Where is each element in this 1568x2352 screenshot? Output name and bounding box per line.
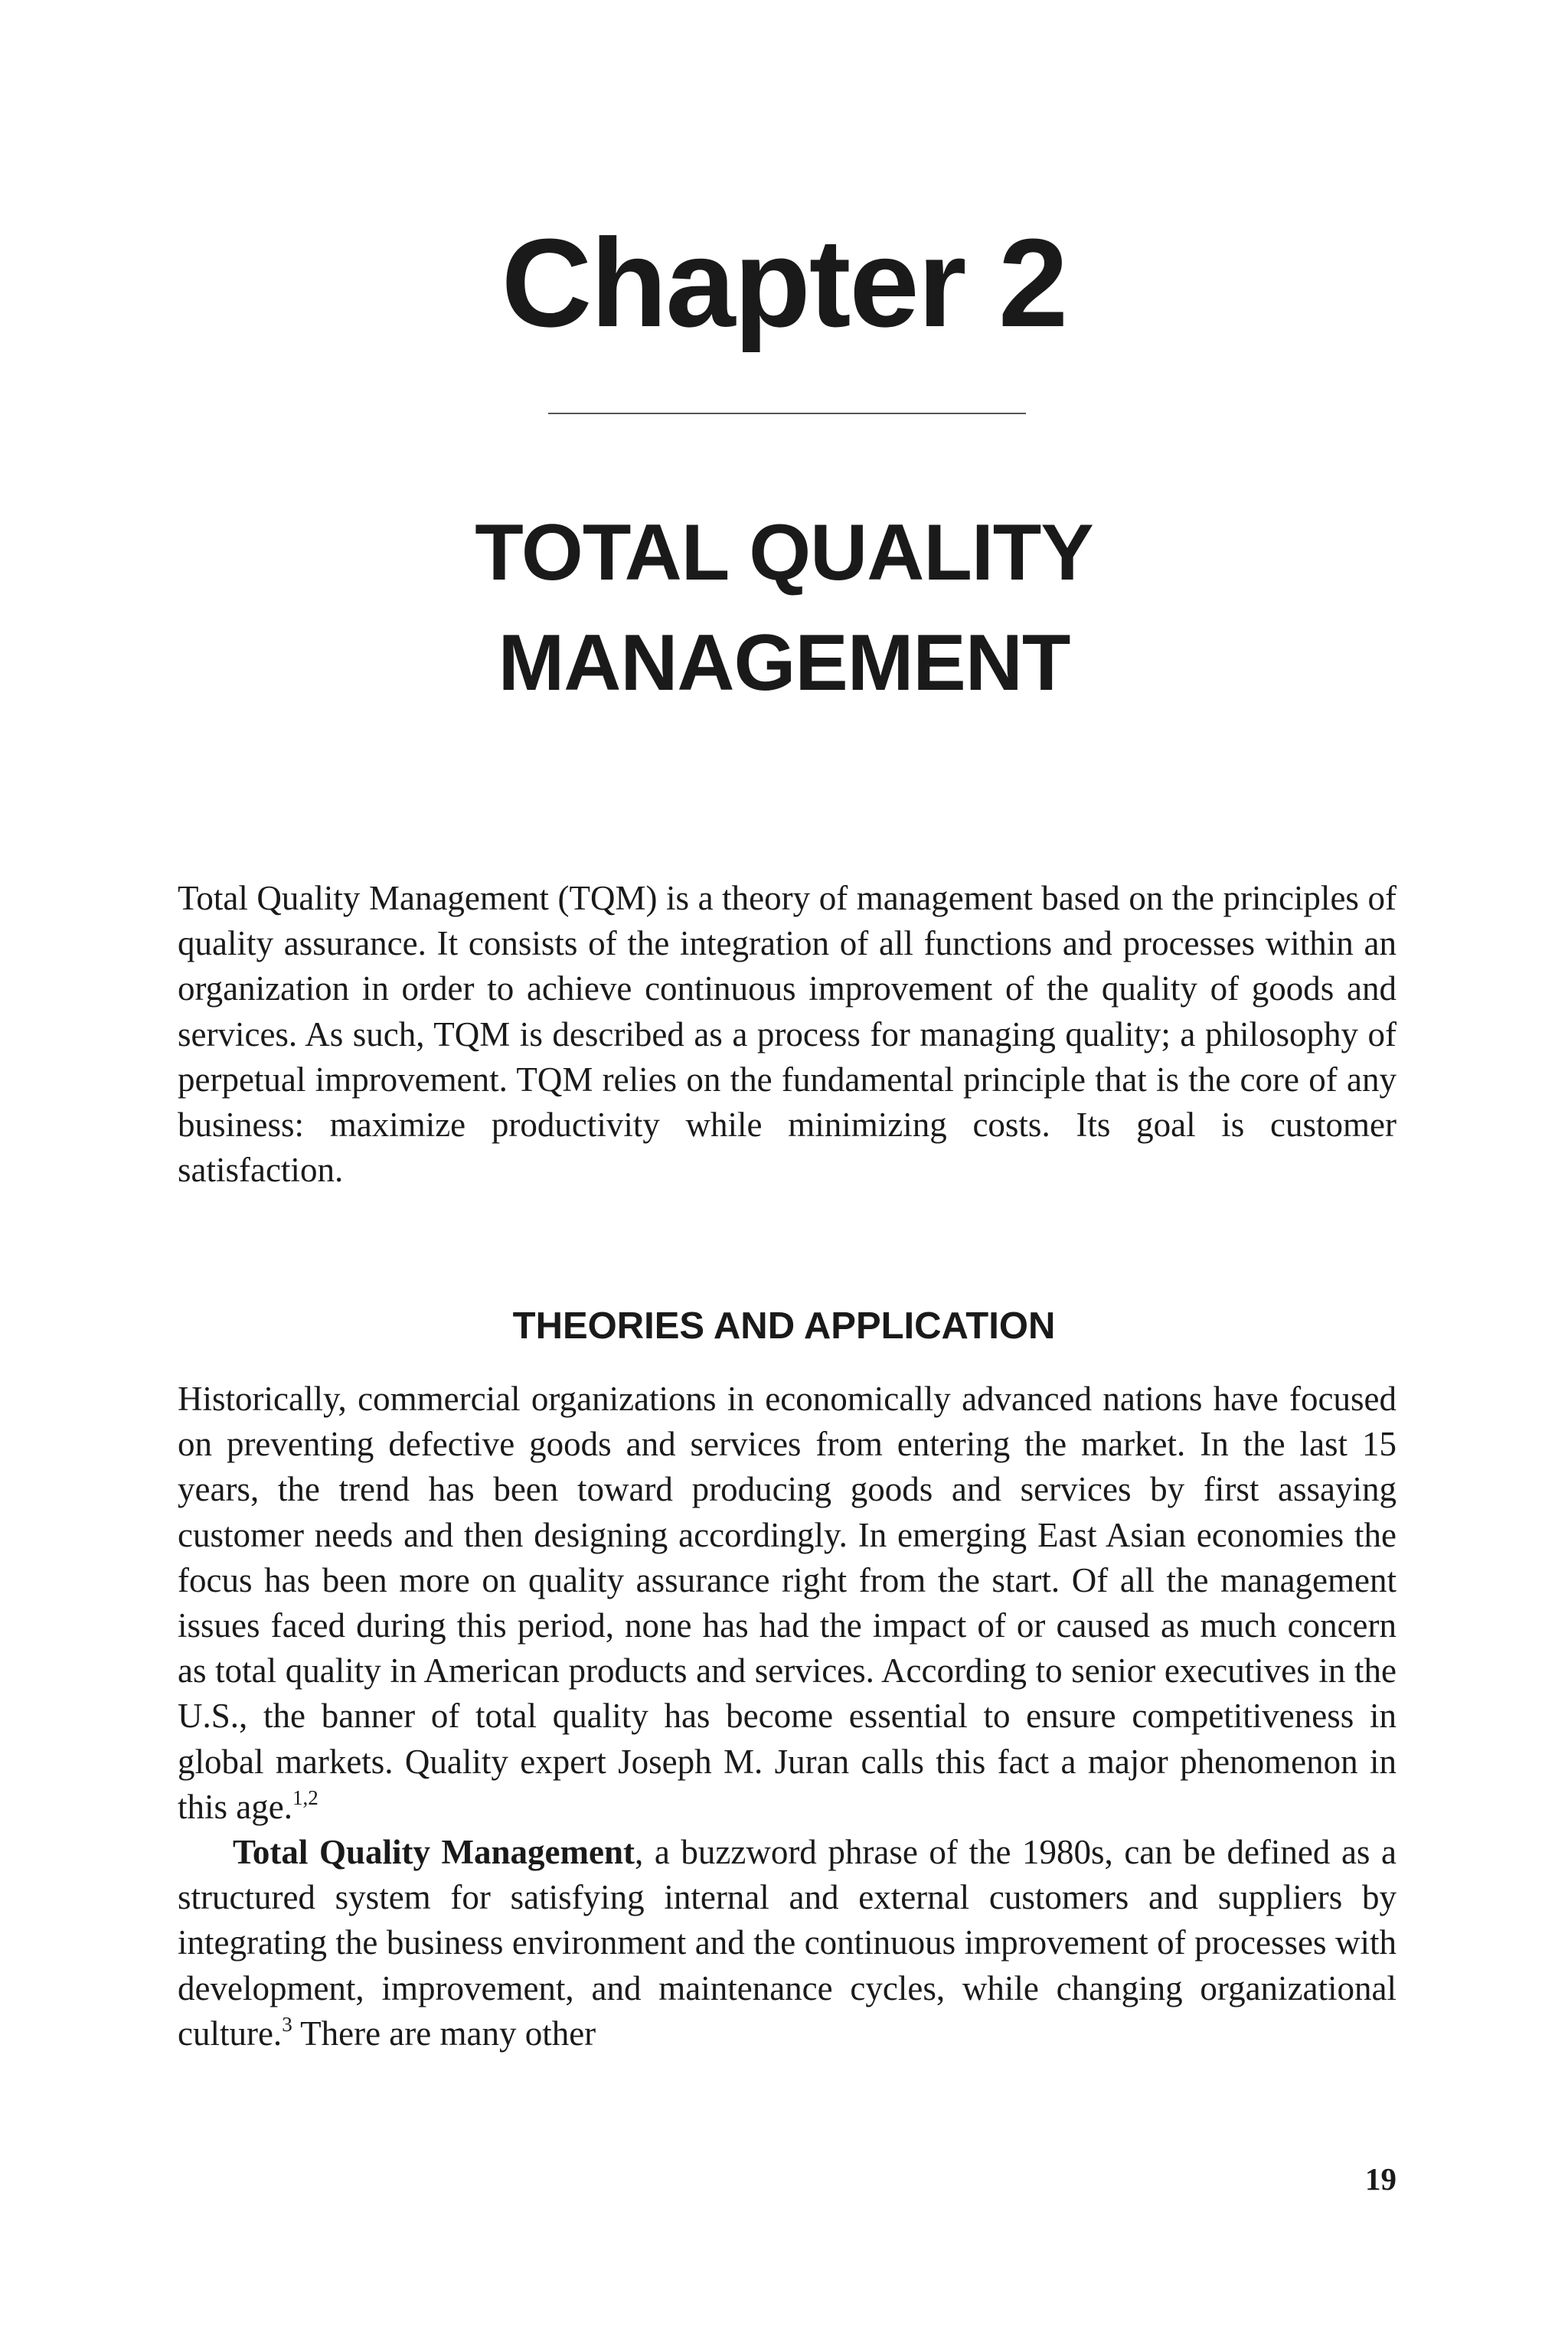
paragraph-2-continuation: There are many other <box>292 2014 596 2053</box>
chapter-title-line-1: TOTAL QUALITY <box>475 508 1093 597</box>
footnote-reference: 1,2 <box>292 1785 318 1809</box>
section-heading: THEORIES AND APPLICATION <box>512 1305 1056 1347</box>
section-body <box>178 1377 1396 2056</box>
chapter-title-line-2: MANAGEMENT <box>498 619 1070 707</box>
page-number: 19 <box>1365 2161 1396 2197</box>
footnote-reference: 3 <box>282 2012 292 2036</box>
paragraph-2-text: , a buzzword phrase of the 1980s, can be defined as a structured system for satisfying internal and external customers and suppliers by integrating the business environment and the continuous improvement of processes with development, improvement, and maintenance cycles, while changing organizational culture. <box>178 1833 1396 2053</box>
chapter-divider <box>548 413 1026 414</box>
defined-term: Total Quality Management <box>233 1833 635 1872</box>
section-paragraph-1 <box>178 1377 1396 1830</box>
paragraph-1-text: Historically, commercial organizations in economically advanced nations have focused on preventing defective goods and services from entering the market. In the last 15 years, the trend has been toward producing goods and services by first assaying customer needs and then designing accordingly. In emerging East Asian economies the focus has been more on quality assurance right from the start. Of all the management issues faced during this period, none has had the impact of or caused as much concern as total quality in American products and services. According to senior executives in the U.S., the banner of total quality has become essential to ensure competitiveness in global markets. Quality expert Joseph M. Juran calls this fact a major phenomenon in this age. <box>178 1380 1396 1826</box>
section-paragraph-2 <box>178 1830 1396 2056</box>
chapter-number: Chapter 2 <box>501 213 1067 353</box>
intro-paragraph: Total Quality Management (TQM) is a theory of management based on the principles of quality assurance. It consists of the integration of all functions and processes within an organization in order to achieve continuous improvement of the quality of goods and services. As such, TQM is described as a process for managing quality; a philosophy of perpetual improvement. TQM relies on the fundamental principle that is the core of any business: maximize productivity while minimizing costs. Its goal is customer satisfaction. <box>178 879 1396 1190</box>
chapter-title <box>0 498 1568 718</box>
